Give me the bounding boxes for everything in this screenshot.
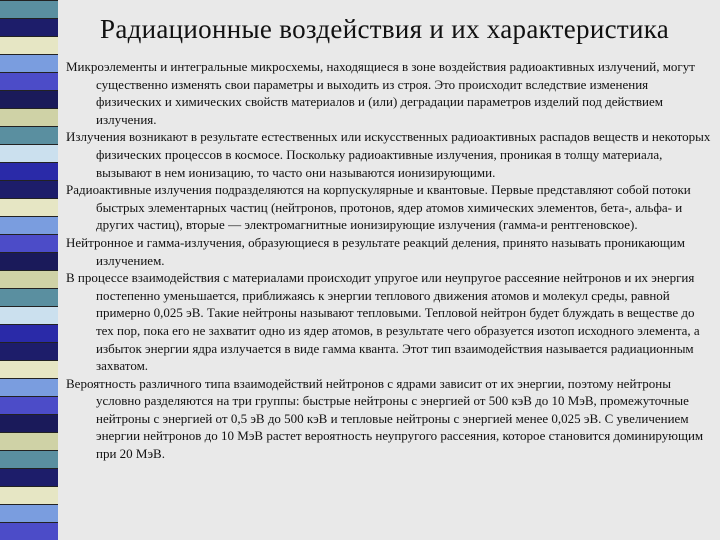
stripe-segment (0, 306, 58, 324)
stripe-segment (0, 18, 58, 36)
stripe-segment (0, 270, 58, 288)
stripe-segment (0, 0, 58, 18)
stripe-segment (0, 396, 58, 414)
paragraph-neutron-groups: Вероятность различного типа взаимодействий нейтронов с ядрами зависит от их энергии, поэтому нейтроны условно разделяются на три группы: быстрые нейтроны с энергией от 500 кэВ до 10 МэВ, промежуточные нейтроны с энергией от 0,5 эВ до 500 кэВ и тепловые нейтроны с энергией менее 0,025 эВ. С увеличением энергии нейтронов до 10 МэВ растет вероятность неупругого рассеяния, которое становится доминирующим при 20 МэВ. (66, 375, 704, 462)
stripe-segment (0, 504, 58, 522)
stripe-segment (0, 234, 58, 252)
stripe-segment (0, 54, 58, 72)
stripe-segment (0, 522, 58, 540)
stripe-segment (0, 216, 58, 234)
stripe-segment (0, 324, 58, 342)
stripe-segment (0, 180, 58, 198)
stripe-segment (0, 414, 58, 432)
slide-body (66, 58, 714, 463)
stripe-segment (0, 288, 58, 306)
stripe-segment (0, 360, 58, 378)
stripe-segment (0, 342, 58, 360)
stripe-segment (0, 378, 58, 396)
stripe-segment (0, 252, 58, 270)
paragraph-radiation-types: Радиоактивные излучения подразделяются на корпускулярные и квантовые. Первые представляют собой потоки быстрых элементарных частиц (нейтронов, протонов, ядер атомов химических элементов, бета-, альфа- и других частиц), вторые — электромагнитные ионизирующие излучения (гамма-и рентгеновское). (66, 182, 691, 233)
stripe-segment (0, 90, 58, 108)
stripe-segment (0, 432, 58, 450)
stripe-segment (0, 126, 58, 144)
stripe-segment (0, 144, 58, 162)
stripe-segment (0, 108, 58, 126)
paragraph-neutron-scattering: В процессе взаимодействия с материалами происходит упругое или неупругое рассеяние нейтронов и их энергия постепенно уменьшается, приближаясь к энергии теплового движения атомов и молекул среды, равной примерно 0,025 эВ. Такие нейтроны называют тепловыми. Тепловой нейтрон будет блуждать в веществе до тех пор, пока его не захватит одно из ядер атомов, в результате чего образуется изотоп исходного элемента, а избыток энергии ядра излучается в виде гамма кванта. Этот тип взаимодействия называется радиационным захватом. (66, 270, 700, 374)
slide-title: Радиационные воздействия и их характеристика (100, 14, 670, 44)
stripe-segment (0, 72, 58, 90)
stripe-segment (0, 486, 58, 504)
paragraph-microelectronics: Микроэлементы и интегральные микросхемы, находящиеся в зоне воздействия радиоактивных излучений, могут существенно изменять свои параметры и выходить из строя. Это происходит вследствие изменения физических и химических свойств материалов и (или) деградации параметров изделий под действием излучения. (66, 59, 695, 127)
stripe-segment (0, 198, 58, 216)
paragraph-penetrating-radiation: Нейтронное и гамма-излучения, образующиеся в результате реакций деления, принято называть проникающим излучением. (66, 234, 685, 268)
stripe-segment (0, 468, 58, 486)
paragraph-radiation-origin: Излучения возникают в результате естественных или искусственных радиоактивных распадов веществ и некоторых физических процессов в космосе. Поскольку радиоактивные излучения, проникая в толщу материала, вызывают в нем ионизацию, то часто они называются ионизирующими. (66, 129, 711, 180)
stripe-segment (0, 36, 58, 54)
stripe-segment (0, 162, 58, 180)
decorative-color-stripe (0, 0, 58, 540)
stripe-segment (0, 450, 58, 468)
